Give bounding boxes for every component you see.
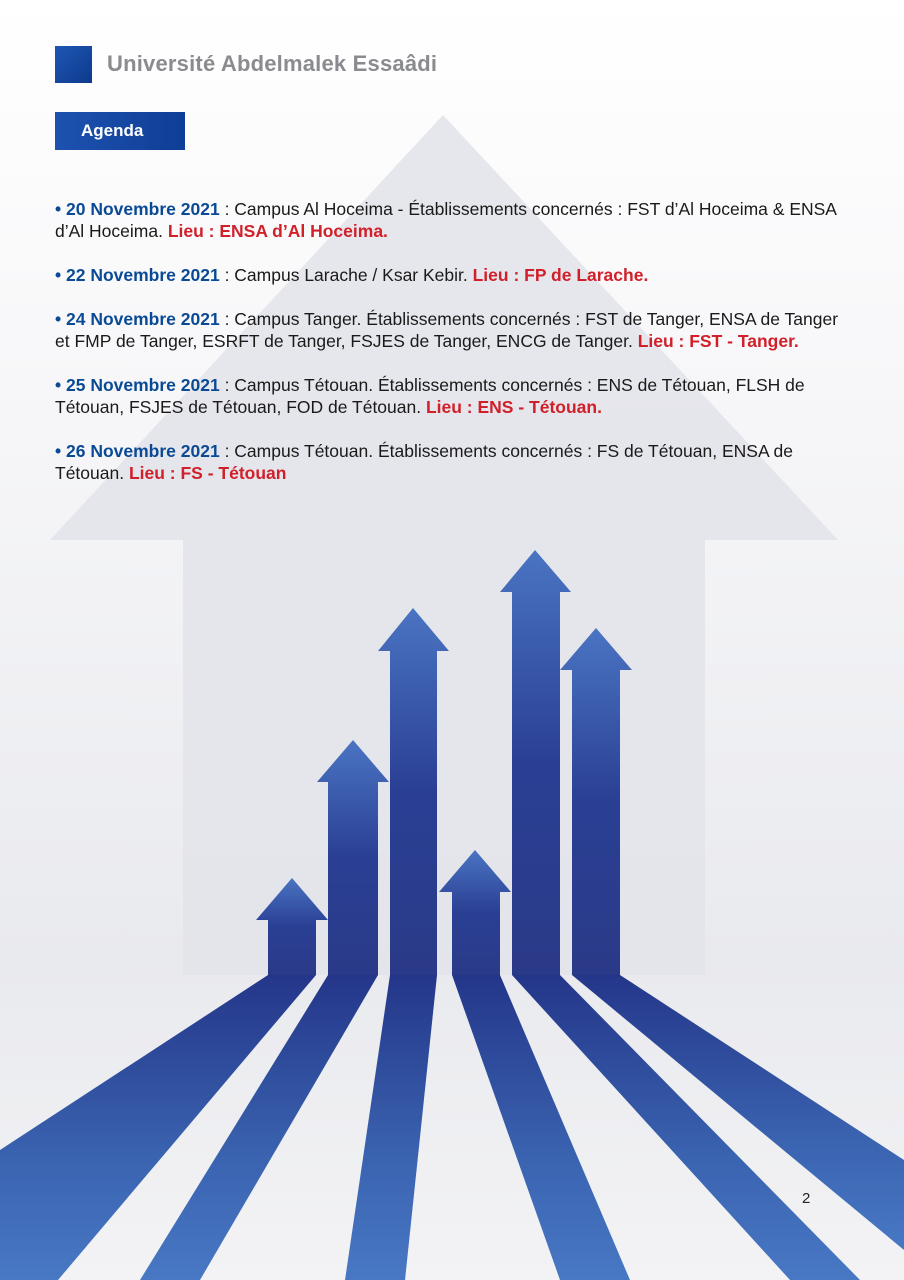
agenda-description: : Campus Tétouan. Établissements concernés : FS de Tétouan, ENSA de Tétouan. xyxy=(55,440,793,483)
agenda-item xyxy=(55,264,855,286)
agenda-item xyxy=(55,198,855,242)
agenda-location: Lieu : ENS - Tétouan. xyxy=(425,396,602,417)
university-name: Université Abdelmalek Essaâdi xyxy=(107,51,438,76)
agenda-date: • 20 Novembre 2021 xyxy=(55,198,220,219)
agenda-description: : Campus Larache / Ksar Kebir. xyxy=(219,264,473,285)
agenda-description: : Campus Tétouan. Établissements concernés : ENS de Tétouan, FLSH de Tétouan, FSJES de Tétouan, FOD de Tétouan. xyxy=(55,374,805,417)
agenda-description: : Campus Al Hoceima - Établissements concernés : FST d’Al Hoceima & ENSA d’Al Hoceima. xyxy=(55,198,837,241)
agenda-location: Lieu : ENSA d’Al Hoceima. xyxy=(167,220,388,241)
university-logo-icon xyxy=(55,46,92,83)
agenda-section-label xyxy=(55,112,185,150)
agenda-date: • 24 Novembre 2021 xyxy=(55,308,220,329)
agenda-list xyxy=(55,180,855,506)
agenda-location: Lieu : FS - Tétouan xyxy=(128,462,287,483)
page-number: 2 xyxy=(802,1190,811,1207)
ground-rays xyxy=(0,975,904,1280)
agenda-label-text: Agenda xyxy=(81,121,144,140)
page-header xyxy=(55,46,437,82)
agenda-date: • 26 Novembre 2021 xyxy=(55,440,220,461)
agenda-location: Lieu : FST - Tanger. xyxy=(637,330,799,351)
agenda-item xyxy=(55,308,855,352)
agenda-location: Lieu : FP de Larache. xyxy=(472,264,649,285)
agenda-item xyxy=(55,374,855,418)
agenda-date: • 22 Novembre 2021 xyxy=(55,264,220,285)
agenda-description: : Campus Tanger. Établissements concernés : FST de Tanger, ENSA de Tanger et FMP de Tanger, ESRFT de Tanger, FSJES de Tanger, ENCG de Tanger. xyxy=(55,308,839,351)
agenda-item xyxy=(55,440,855,484)
agenda-date: • 25 Novembre 2021 xyxy=(55,374,220,395)
